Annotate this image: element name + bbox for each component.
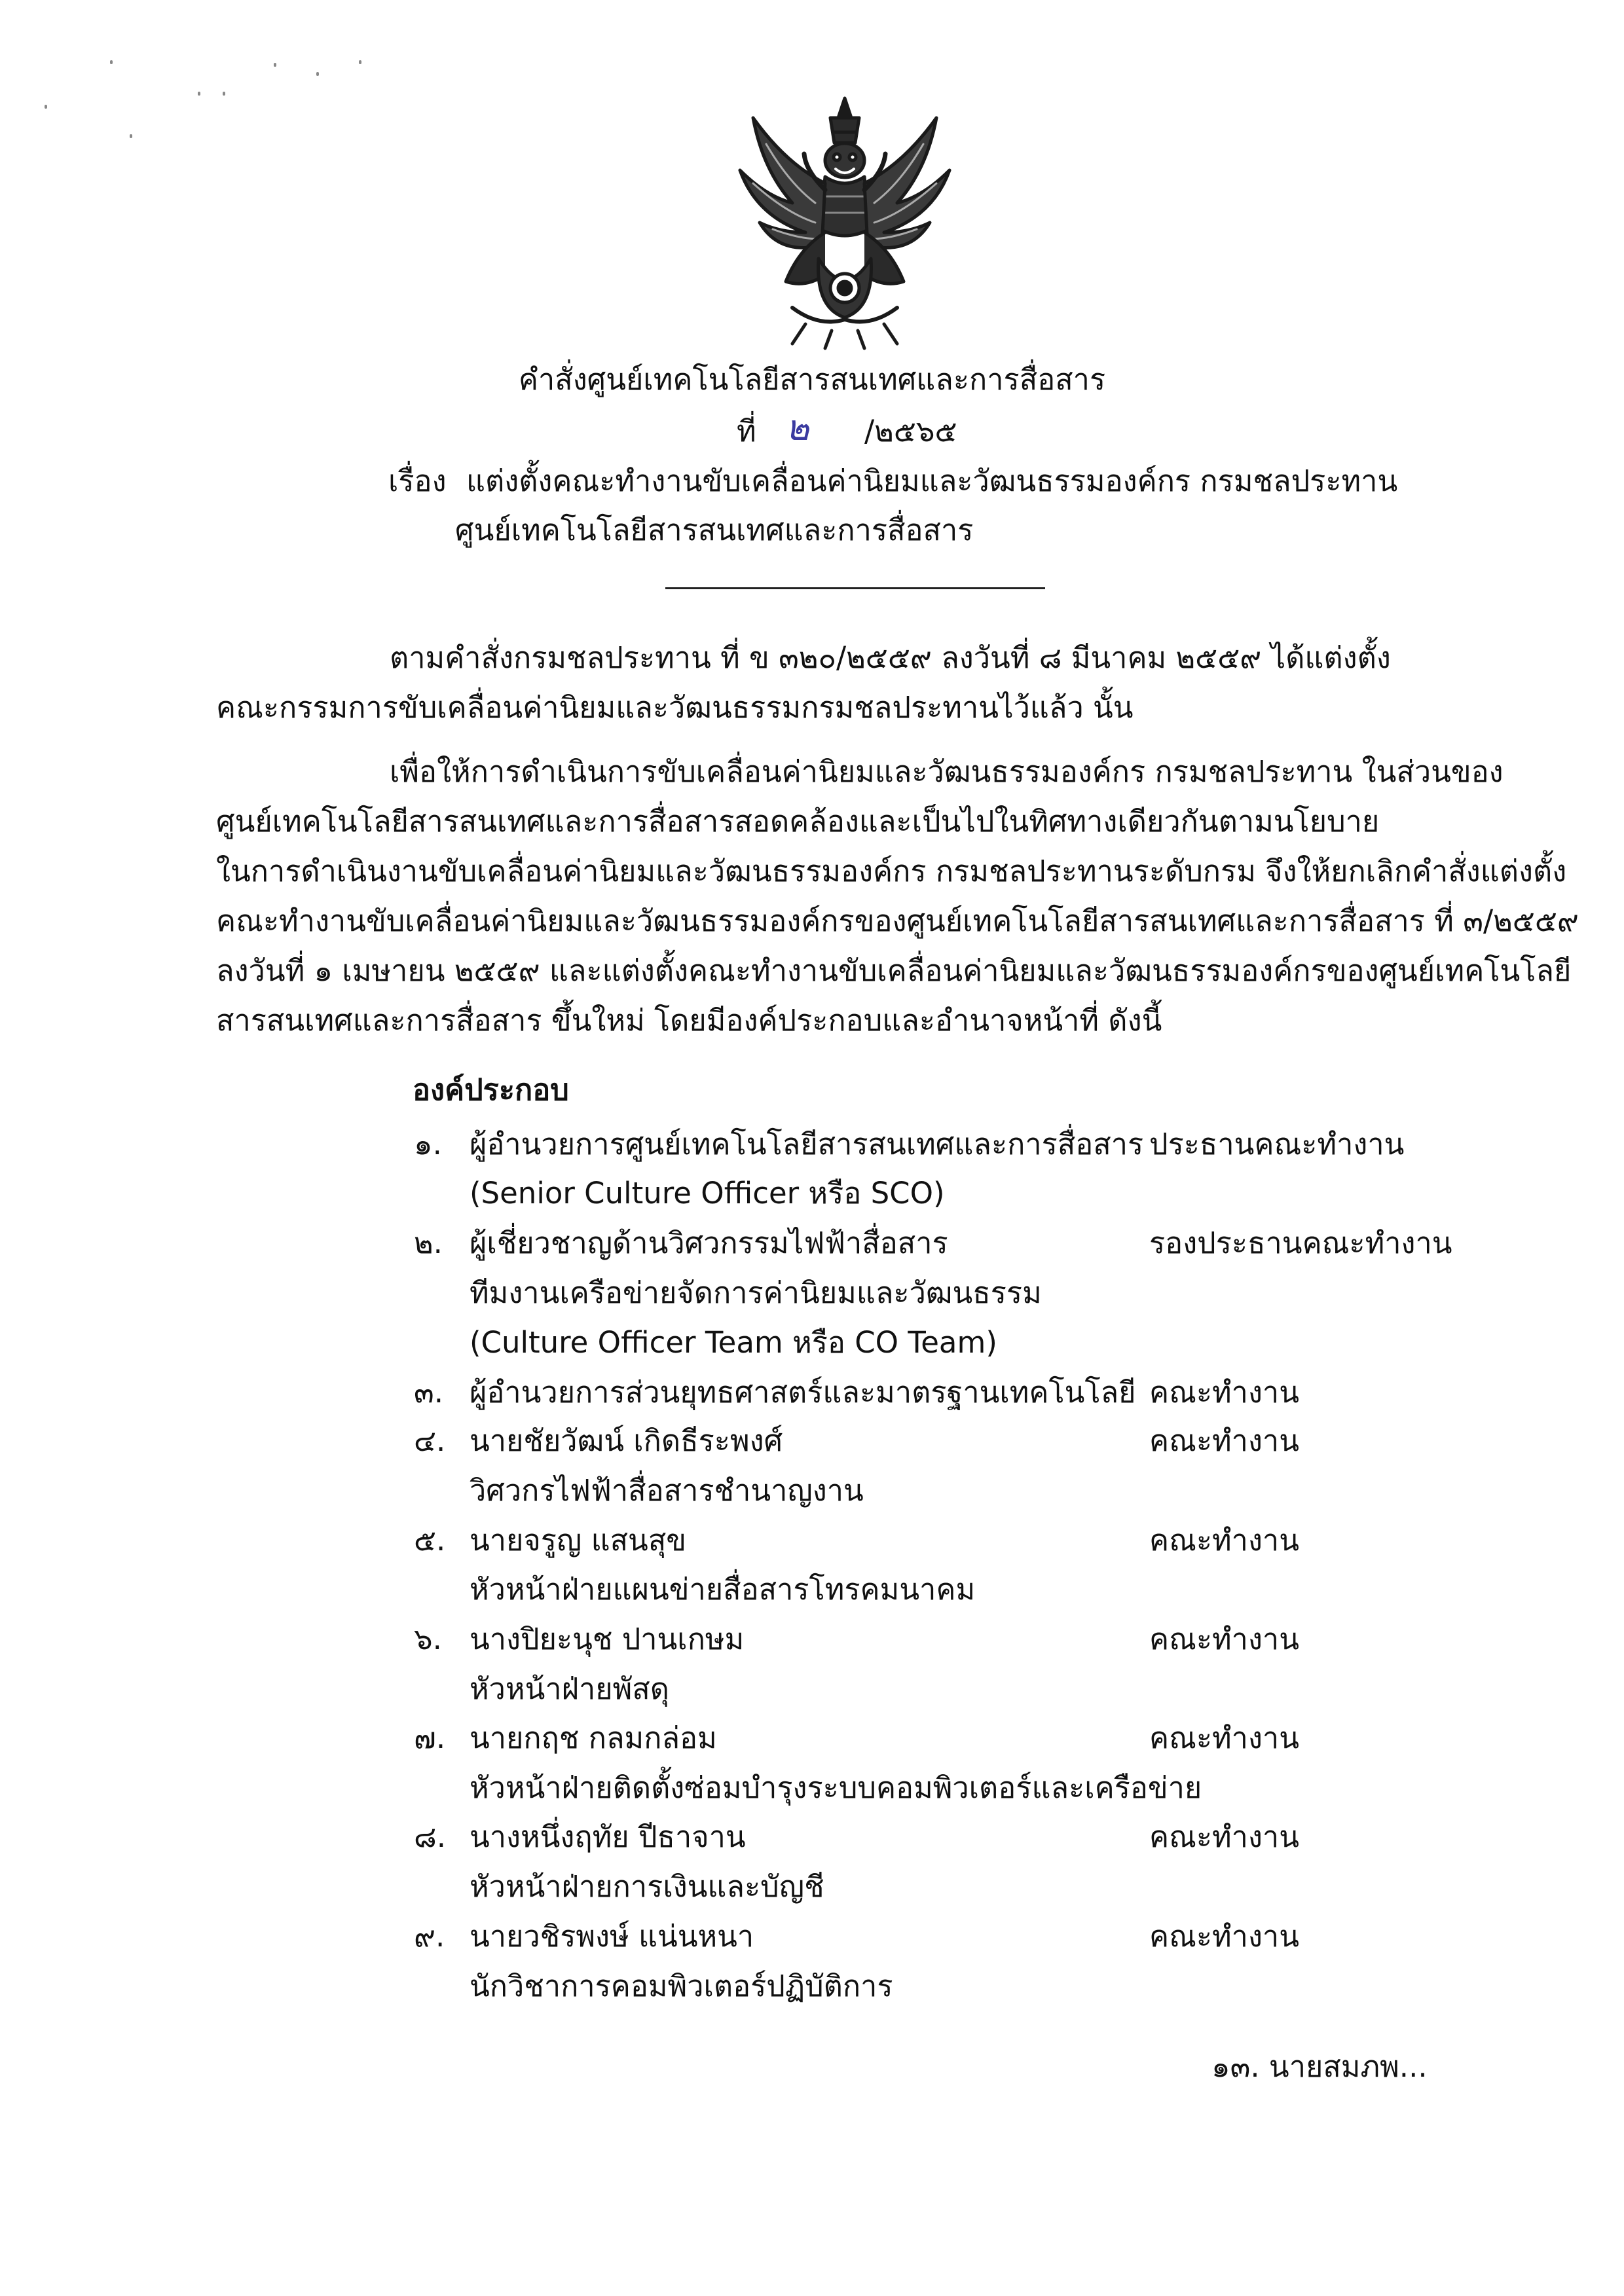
member-subtitle: หัวหน้าฝ่ายพัสดุ xyxy=(470,1671,669,1706)
paragraph-appointment xyxy=(216,747,1579,1046)
member-subtitle: นักวิชาการคอมพิวเตอร์ปฏิบัติการ xyxy=(470,1969,893,2003)
member-role: คณะทำงาน xyxy=(1149,1523,1299,1558)
paragraph-line: ลงวันที่ ๑ เมษายน ๒๕๕๙ และแต่งตั้งคณะทำงานขับเคลื่อนค่านิยมและวัฒนธรรมองค์กรของศูนย์เทคโนโลยี xyxy=(216,953,1572,988)
member-subtitle: ทีมงานเครือข่ายจัดการค่านิยมและวัฒนธรรม xyxy=(470,1275,1042,1310)
scan-speck xyxy=(110,60,113,64)
member-role: คณะทำงาน xyxy=(1149,1919,1299,1954)
member-subtitle: หัวหน้าฝ่ายแผนข่ายสื่อสารโทรคมนาคม xyxy=(470,1572,976,1607)
paragraph-line: ศูนย์เทคโนโลยีสารสนเทศและการสื่อสารสอดคล้องและเป็นไปในทิศทางเดียวกันตามนโยบาย xyxy=(216,804,1380,839)
subject-line-1: แต่งตั้งคณะทำงานขับเคลื่อนค่านิยมและวัฒนธรรมองค์กร กรมชลประทาน xyxy=(466,464,1398,498)
subject-label: เรื่อง xyxy=(388,464,447,498)
member-role: คณะทำงาน xyxy=(1149,1622,1299,1656)
member-name: นายวชิรพงษ์ แน่นหนา xyxy=(470,1919,754,1954)
order-number-handwritten: ๒ xyxy=(786,407,809,448)
member-role: คณะทำงาน xyxy=(1149,1423,1299,1458)
member-role: คณะทำงาน xyxy=(1149,1721,1299,1755)
member-role: คณะทำงาน xyxy=(1149,1375,1299,1410)
member-role: รองประธานคณะทำงาน xyxy=(1149,1226,1452,1260)
member-name: นายชัยวัฒน์ เกิดธีระพงศ์ xyxy=(470,1423,783,1458)
member-name: นางหนึ่งฤทัย ปีธาจาน xyxy=(470,1819,746,1854)
member-number: ๔. xyxy=(414,1423,446,1458)
member-number: ๑. xyxy=(414,1127,442,1161)
scan-speck xyxy=(130,134,132,138)
composition-heading: องค์ประกอบ xyxy=(413,1072,569,1107)
order-number-year: /๒๕๖๕ xyxy=(864,414,957,448)
page-continuation: ๑๓. นายสมภพ... xyxy=(1211,2049,1428,2084)
paragraph-line: สารสนเทศและการสื่อสาร ขึ้นใหม่ โดยมีองค์ประกอบและอำนาจหน้าที่ ดังนี้ xyxy=(216,1003,1162,1038)
member-name: ผู้เชี่ยวชาญด้านวิศวกรรมไฟฟ้าสื่อสาร xyxy=(470,1226,948,1260)
member-name: นางปิยะนุช ปานเกษม xyxy=(470,1622,745,1656)
member-number: ๓. xyxy=(414,1375,444,1410)
paragraph-line: ในการดำเนินงานขับเคลื่อนค่านิยมและวัฒนธรรมองค์กร กรมชลประทานระดับกรม จึงให้ยกเลิกคำสั่งแต่งตั้ง xyxy=(216,854,1567,888)
member-number: ๕. xyxy=(414,1523,446,1558)
member-number: ๘. xyxy=(414,1819,447,1854)
member-name: นายจรูญ แสนสุข xyxy=(470,1523,687,1558)
member-number: ๗. xyxy=(414,1721,446,1755)
garuda-emblem-icon xyxy=(727,92,963,354)
member-number: ๒. xyxy=(414,1226,443,1260)
member-number: ๙. xyxy=(414,1919,445,1954)
member-subtitle: หัวหน้าฝ่ายการเงินและบัญชี xyxy=(470,1869,824,1904)
member-number: ๖. xyxy=(414,1622,442,1656)
paragraph-line: คณะกรรมการขับเคลื่อนค่านิยมและวัฒนธรรมกรมชลประทานไว้แล้ว นั้น xyxy=(216,690,1134,725)
header-divider xyxy=(665,587,1045,589)
member-name: ผู้อำนวยการส่วนยุทธศาสตร์และมาตรฐานเทคโนโลยี xyxy=(470,1375,1136,1410)
paragraph-line: คณะทำงานขับเคลื่อนค่านิยมและวัฒนธรรมองค์กรของศูนย์เทคโนโลยีสารสนเทศและการสื่อสาร ที่ ๓/๒๕๕๙ xyxy=(216,903,1579,938)
subject-line-2: ศูนย์เทคโนโลยีสารสนเทศและการสื่อสาร xyxy=(455,513,974,547)
paragraph-line: เพื่อให้การดำเนินการขับเคลื่อนค่านิยมและวัฒนธรรมองค์กร กรมชลประทาน ในส่วนของ xyxy=(390,754,1504,789)
scan-speck xyxy=(316,72,319,76)
member-name: นายกฤช กลมกล่อม xyxy=(470,1721,717,1755)
order-number-prefix: ที่ xyxy=(737,414,756,448)
order-title: คำสั่งศูนย์เทคโนโลยีสารสนเทศและการสื่อสาร xyxy=(518,362,1106,397)
member-subtitle: (Senior Culture Officer หรือ SCO) xyxy=(470,1176,945,1211)
member-name: ผู้อำนวยการศูนย์เทคโนโลยีสารสนเทศและการสื่อสาร xyxy=(470,1127,1144,1161)
scan-speck xyxy=(45,105,47,109)
scan-speck xyxy=(198,92,200,96)
scan-speck xyxy=(359,60,361,64)
member-role: คณะทำงาน xyxy=(1149,1819,1299,1854)
member-subtitle: วิศวกรไฟฟ้าสื่อสารชำนาญงาน xyxy=(470,1473,864,1508)
paragraph-line: ตามคำสั่งกรมชลประทาน ที่ ข ๓๒๐/๒๕๕๙ ลงวันที่ ๘ มีนาคม ๒๕๕๙ ได้แต่งตั้ง xyxy=(390,640,1391,675)
paragraph-reference-order xyxy=(216,633,1460,733)
scan-speck xyxy=(274,63,276,67)
scan-speck xyxy=(223,92,225,96)
member-subtitle: (Culture Officer Team หรือ CO Team) xyxy=(470,1325,997,1360)
member-role: ประธานคณะทำงาน xyxy=(1149,1127,1405,1161)
member-subtitle: หัวหน้าฝ่ายติดตั้งซ่อมบำรุงระบบคอมพิวเตอร์และเครือข่าย xyxy=(470,1770,1202,1805)
